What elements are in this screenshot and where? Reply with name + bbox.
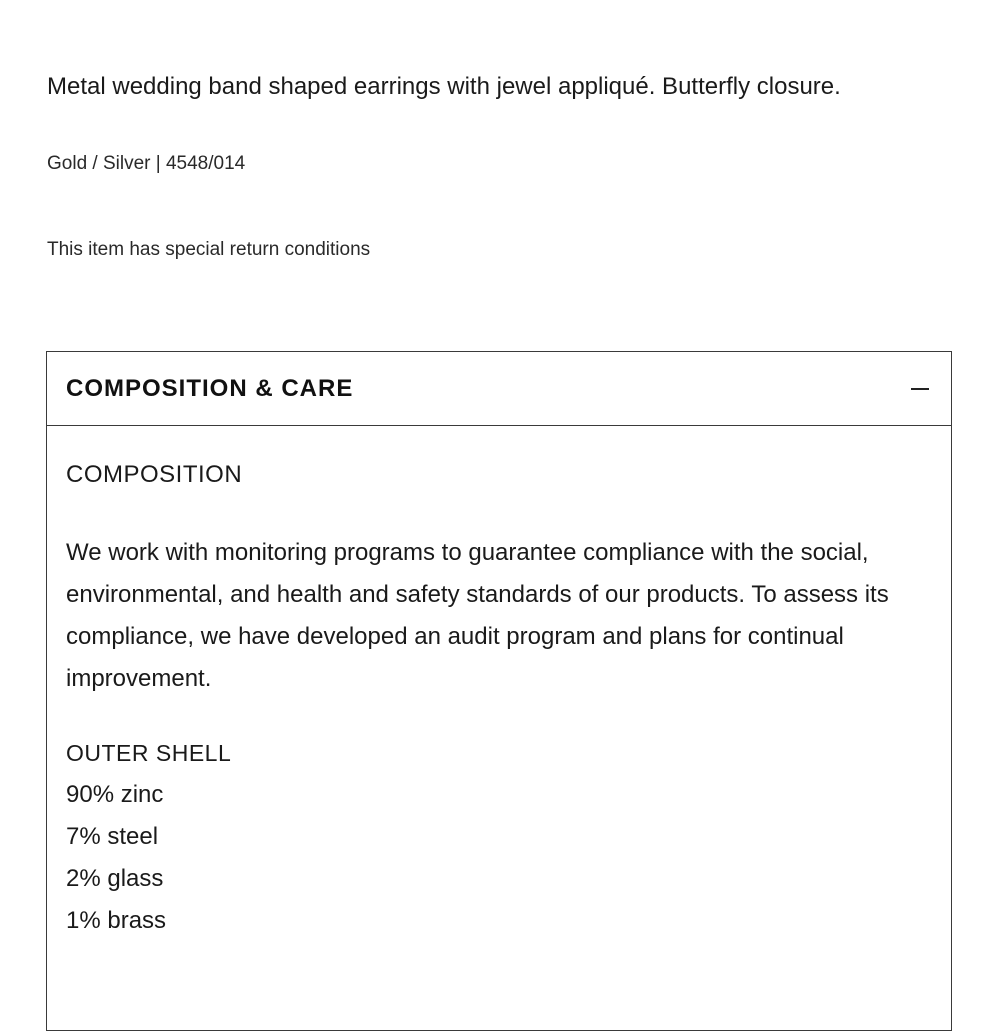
composition-care-panel [46,351,952,1031]
material-item: 90% zinc [66,781,164,808]
outer-shell-heading: OUTER SHELL [66,740,232,766]
material-item: 2% glass [66,865,164,892]
materials-list [66,774,166,942]
product-color-reference: Gold / Silver | 4548/014 [47,153,246,174]
minus-icon[interactable] [911,388,929,390]
material-item: 1% brass [66,907,167,934]
panel-title: COMPOSITION & CARE [66,375,354,402]
return-conditions-link[interactable]: This item has special return conditions [47,239,371,260]
product-description: Metal wedding band shaped earrings with jewel appliqué. Butterfly closure. [47,73,841,100]
compliance-text: We work with monitoring programs to guarantee compliance with the social, environmental, and health and safety standards of our products. To assess its compliance, we have developed an audit program and plans for continual improvement. [66,539,889,692]
material-item: 7% steel [66,823,159,850]
composition-care-header[interactable] [47,352,951,426]
composition-heading: COMPOSITION [66,461,243,488]
